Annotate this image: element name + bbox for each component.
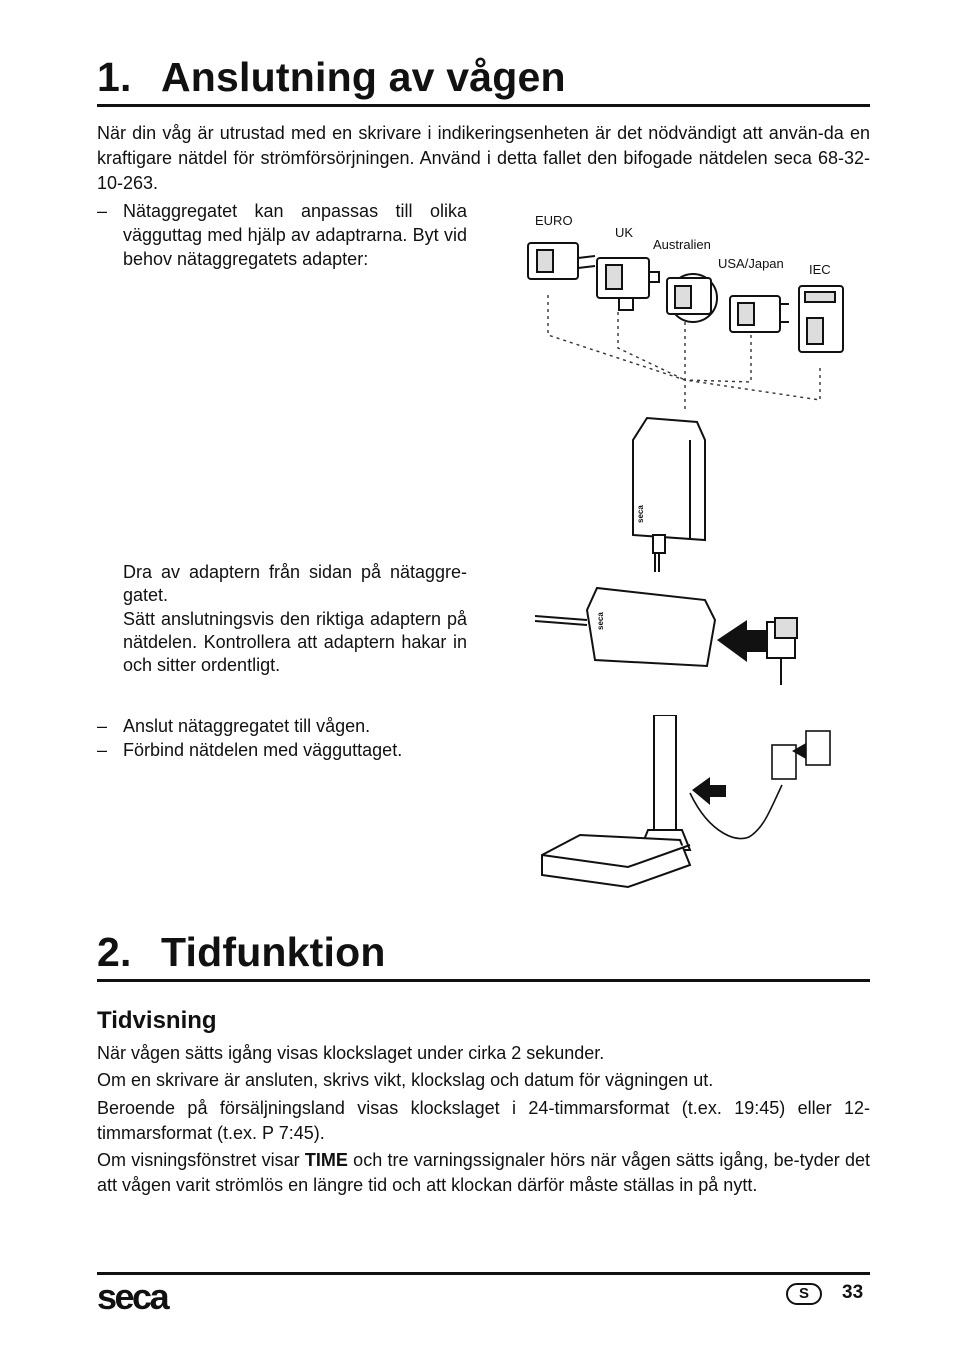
bullet-list-connect <box>97 714 497 762</box>
scale-platform <box>542 835 690 887</box>
power-supply-brand: seca <box>636 505 645 523</box>
australia-adapter <box>667 274 717 322</box>
section-1-rule <box>97 104 870 107</box>
section-2-number: 2. <box>97 929 132 975</box>
section-2-heading <box>97 929 386 976</box>
label-australia: Australien <box>653 237 711 252</box>
section-1-heading <box>97 54 566 101</box>
scale-connection-illustration <box>540 715 840 895</box>
usa-japan-adapter <box>730 296 789 332</box>
power-supply-brand-side: seca <box>596 612 605 630</box>
footer-rule <box>97 1272 870 1275</box>
paragraph-4 <box>97 1148 870 1198</box>
subheading-tidvisning: Tidvisning <box>97 1007 217 1034</box>
dash-marker: – <box>97 716 108 736</box>
paragraph-1: När vågen sätts igång visas klockslaget under cirka 2 sekunder. <box>97 1043 605 1063</box>
list-item <box>97 714 497 738</box>
paragraph-3: Beroende på försäljningsland visas klockslaget i 24-timmarsformat (t.ex. 19:45) eller 12-timmarsformat (t.ex. P 7:45). <box>97 1098 870 1143</box>
label-uk: UK <box>615 225 634 240</box>
section-1-number: 1. <box>97 54 132 100</box>
iec-adapter <box>799 286 843 352</box>
arrow-icon <box>717 620 767 662</box>
list-item <box>97 738 497 762</box>
label-euro: EURO <box>535 213 573 228</box>
seca-logo: seca <box>97 1276 168 1317</box>
label-usa-japan: USA/Japan <box>718 256 784 271</box>
power-supply-side <box>535 588 715 666</box>
dash-marker: – <box>97 201 108 221</box>
adapter-detached <box>767 618 797 685</box>
scale-column <box>640 715 690 850</box>
dash-marker: – <box>97 740 108 760</box>
language-badge: S <box>786 1283 822 1305</box>
bullet-text: Nätaggregatet kan anpassas till olika vägguttag med hjälp av adaptrarna. Byt vid behov nätaggregatets adapter: <box>123 201 467 269</box>
uk-adapter <box>597 258 659 310</box>
paragraph-2: Om en skrivare är ansluten, skrivs vikt, klockslag och datum för vägningen ut. <box>97 1070 714 1090</box>
section-2-rule <box>97 979 870 982</box>
section-2-title: Tidfunktion <box>161 929 386 975</box>
time-keyword: TIME <box>304 1150 348 1170</box>
step-text-attach-adapter: Sätt anslutningsvis den riktiga adaptern på nätdelen. Kontrollera att adaptern hakar in och sitter ordentligt. <box>123 609 467 675</box>
bullet-text: Förbind nätdelen med vägguttaget. <box>123 740 403 760</box>
power-supply <box>633 418 705 572</box>
page-number: 33 <box>842 1282 864 1303</box>
paragraph-4-end: och tre varningssignaler hörs när vågen sätts igång, be-tyder det att vågen varit strömlös en längre tid och att klockan därför måste ställas in på nytt. <box>97 1150 870 1195</box>
cable-and-plug <box>690 731 830 839</box>
list-item <box>97 199 467 271</box>
adapter-illustration <box>515 200 855 580</box>
bullet-list-adapters <box>97 199 467 271</box>
section-1-title: Anslutning av vågen <box>161 54 566 100</box>
step-text-remove-adapter: Dra av adaptern från sidan på nätaggre-gatet. <box>123 562 467 605</box>
euro-adapter <box>528 243 595 279</box>
section-1-intro: När din våg är utrustad med en skrivare i indikeringsenheten är det nödvändigt att använ-da en kraftigare nätdel för strömförsörjningen. Använd i detta fallet den bifogade nätdelen seca 68-32-10-263. <box>97 123 870 193</box>
paragraph-4-start: Om visningsfönstret visar <box>97 1150 305 1170</box>
adapter-attach-illustration <box>535 580 815 695</box>
label-iec: IEC <box>809 262 831 277</box>
bullet-text: Anslut nätaggregatet till vågen. <box>123 716 371 736</box>
